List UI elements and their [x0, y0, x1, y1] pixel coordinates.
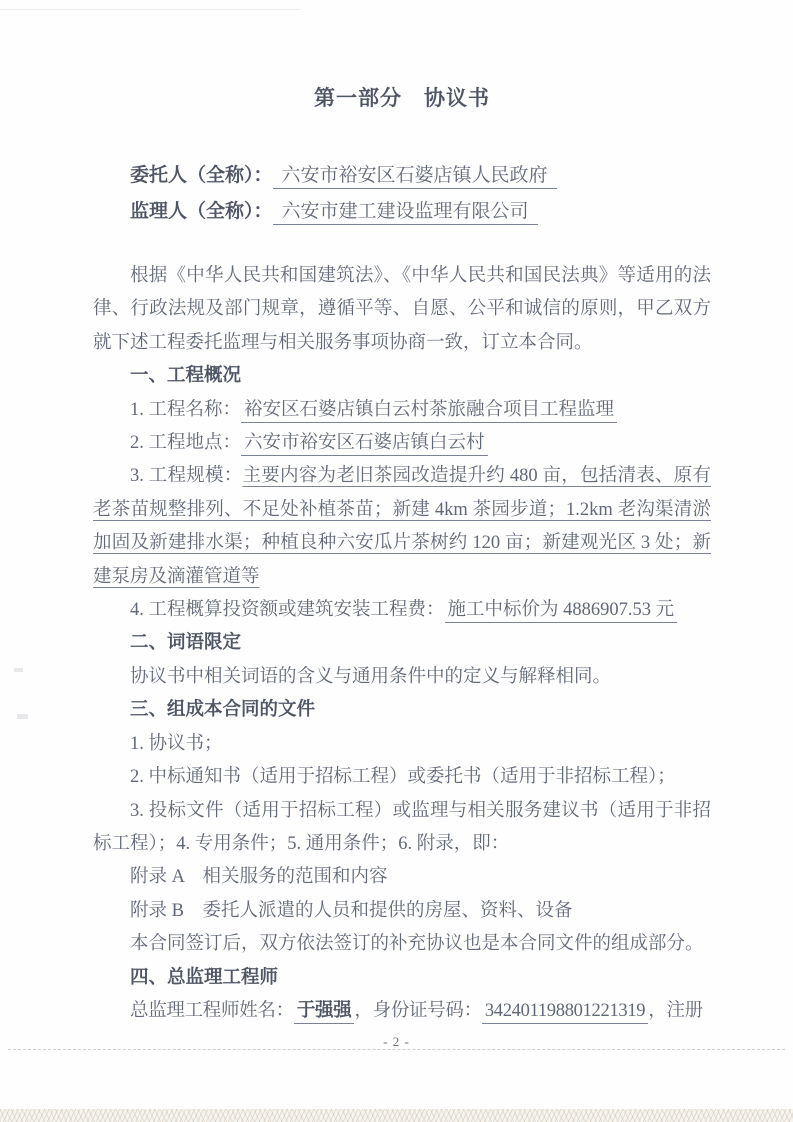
project-scale-label: 3. 工程规模： [130, 466, 243, 487]
section4-heading: 四、总监理工程师 [130, 967, 279, 988]
chief-engineer-name-value: 于强强 [294, 1001, 355, 1024]
chief-engineer-name-label: 总监理工程师姓名： [130, 1000, 294, 1021]
project-name-label: 1. 工程名称： [130, 399, 242, 420]
contract-doc-item-3: 3. 投标文件（适用于招标工程）或监理与相关服务建议书（适用于非招标工程）；4. 专用条件；5. 通用条件；6. 附录，即： [93, 800, 711, 854]
appendix-a-line: 附录 A 相关服务的范围和内容 [130, 867, 388, 888]
project-location-label: 2. 工程地点： [130, 433, 242, 454]
preamble-paragraph: 根据《中华人民共和国建筑法》、《中华人民共和国民法典》等适用的法律、行政法规及部门规章，遵循平等、自愿、公平和诚信的原则，甲乙双方就下述工程委托监理与相关服务事项协商一致，订立本合同。 [93, 266, 711, 353]
page-title: 第一部分 协议书 [314, 86, 490, 110]
section3-heading: 三、组成本合同的文件 [130, 700, 316, 721]
terms-definition-text: 协议书中相关词语的含义与通用条件中的定义与解释相同。 [130, 666, 612, 687]
section2-heading: 二、词语限定 [130, 633, 242, 654]
contract-doc-item-2: 2. 中标通知书（适用于招标工程）或委托书（适用于非招标工程）； [130, 767, 676, 788]
chief-engineer-suffix: ，注册 [648, 1000, 703, 1021]
supervisor-line [130, 194, 711, 230]
project-location-line [93, 427, 711, 460]
contract-doc-item-1: 1. 协议书； [130, 733, 223, 754]
chief-engineer-id-value: 342401198801221319 [482, 1001, 648, 1024]
supplementary-agreement-note: 本合同签订后，双方依法签订的补充协议也是本合同文件的组成部分。 [130, 934, 704, 955]
supervisor-label: 监理人（全称）： [130, 201, 273, 222]
appendix-b-line: 附录 B 委托人派遣的人员和提供的房屋、资料、设备 [130, 900, 573, 921]
client-line [130, 158, 711, 194]
project-name-line [93, 394, 711, 427]
project-location-value: 六安市裕安区石婆店镇白云村 [241, 433, 488, 456]
chief-engineer-id-label: ，身份证号码： [354, 1000, 482, 1021]
investment-line [93, 594, 711, 627]
section1-heading: 一、工程概况 [130, 366, 242, 387]
project-name-value: 裕安区石婆店镇白云村茶旅融合项目工程监理 [241, 400, 617, 423]
investment-value: 施工中标价为 4886907.53 元 [445, 600, 678, 623]
client-value: 六安市裕安区石婆店镇人民政府 [273, 165, 557, 189]
scan-speck-1 [14, 668, 23, 672]
page-number: - 2 - [383, 1034, 410, 1049]
parties-block [130, 158, 711, 230]
project-scale-value: 主要内容为老旧茶园改造提升约 480 亩，包括清表、原有老茶苗规整排列、不足处补植茶苗；新建 4km 茶园步道；1.2km 老沟渠清淤加固及新建排水渠；种植良种六安瓜片茶树约 120 亩；新建观光区 3 处；新建泵房及滴灌管道等 [93, 466, 711, 587]
client-label: 委托人（全称）： [130, 165, 273, 186]
project-scale-line [93, 460, 711, 594]
scan-artifact-bottom-edge [0, 1109, 793, 1122]
supervisor-value: 六安市建工建设监理有限公司 [273, 201, 538, 225]
scan-speck-2 [17, 714, 28, 719]
investment-label: 4. 工程概算投资额或建筑安装工程费： [130, 600, 445, 621]
chief-engineer-line [93, 995, 711, 1028]
